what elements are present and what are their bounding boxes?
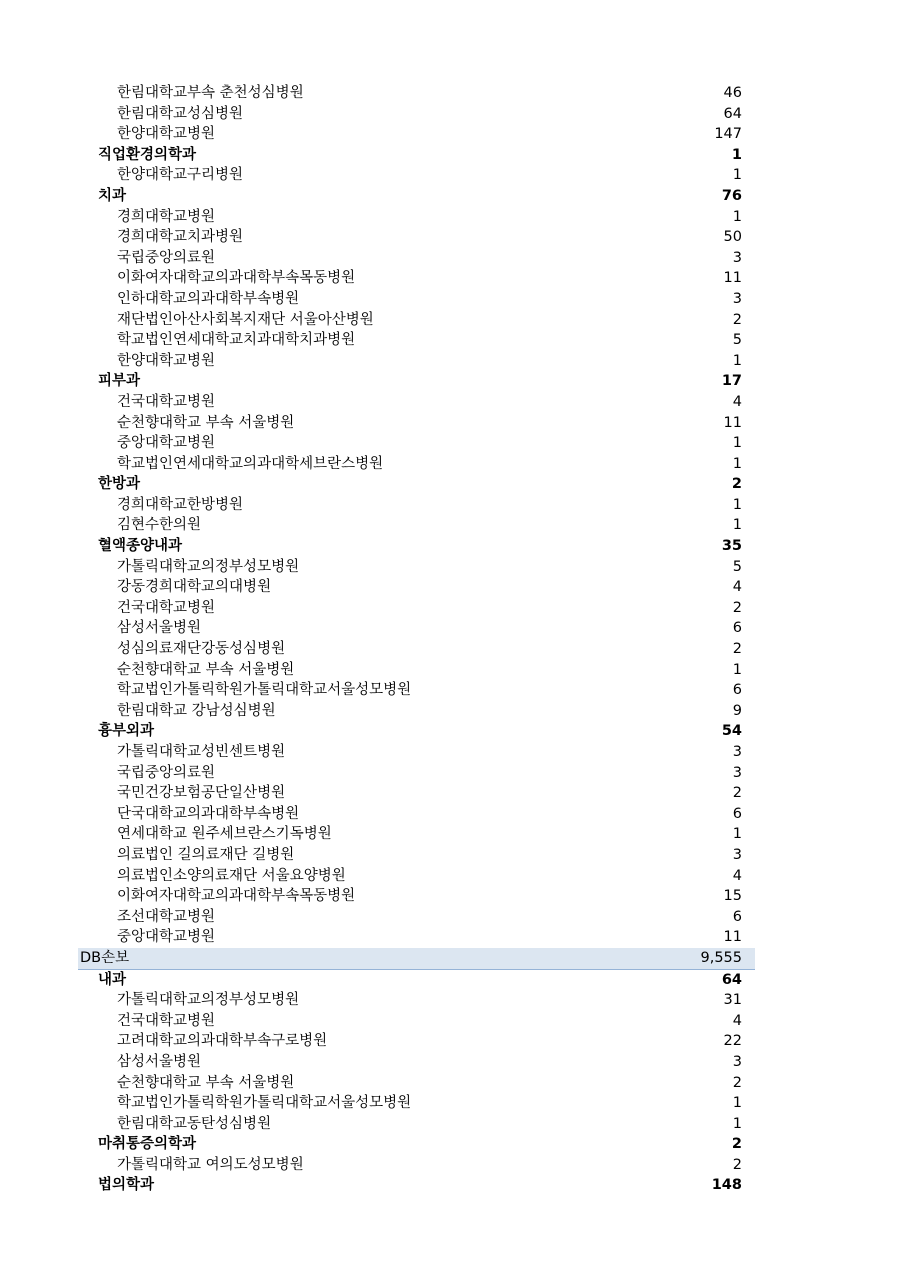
row-count: 2 [731,1136,742,1153]
row-count: 9 [732,702,742,719]
row-label: DB손보 [80,949,130,966]
row-count: 2 [732,785,742,802]
row-label: 강동경희대학교의대병원 [117,579,272,596]
hospital-row [0,207,900,228]
hospital-row [0,783,900,804]
hospital-row [0,1073,900,1094]
row-label: 이화여자대학교의과대학부속목동병원 [117,270,356,287]
row-count: 1 [731,146,742,163]
row-count: 1 [732,352,742,369]
row-label: 국민건강보험공단일산병원 [117,785,286,802]
hospital-row [0,845,900,866]
hospital-row [0,392,900,413]
row-count: 4 [732,579,742,596]
hospital-row [0,886,900,907]
row-label: 법의학과 [98,1177,155,1194]
row-count: 1 [732,208,742,225]
row-count: 147 [714,126,742,143]
row-count: 4 [732,1012,742,1029]
row-label: 중앙대학교병원 [117,435,216,452]
row-count: 76 [721,187,742,204]
row-label: 경희대학교치과병원 [117,229,244,246]
row-label: 학교법인연세대학교의과대학세브란스병원 [117,455,384,472]
row-label: 순천향대학교 부속 서울병원 [117,414,295,431]
row-count: 1 [732,455,742,472]
row-label: 피부과 [98,373,141,390]
row-label: 순천향대학교 부속 서울병원 [117,1074,295,1091]
row-label: 건국대학교병원 [117,1012,216,1029]
row-count: 1 [732,1115,742,1132]
row-count: 15 [723,888,742,905]
hospital-row [0,330,900,351]
row-count: 148 [711,1177,742,1194]
row-count: 6 [732,682,742,699]
hospital-row [0,165,900,186]
department-row [0,145,900,166]
row-count: 11 [723,270,742,287]
hospital-row [0,660,900,681]
row-count: 64 [723,105,742,122]
row-count: 22 [723,1033,742,1050]
row-count: 11 [723,929,742,946]
hospital-row [0,248,900,269]
department-row [0,536,900,557]
department-row [0,1134,900,1155]
department-row [0,371,900,392]
row-label: 김현수한의원 [117,517,202,534]
hospital-row [0,1114,900,1135]
hospital-row [0,557,900,578]
row-count: 1 [732,1095,742,1112]
hospital-row [0,927,900,948]
row-label: 의료법인소양의료재단 서울요양병원 [117,867,346,884]
row-label: 학교법인연세대학교치과대학치과병원 [117,332,356,349]
row-count: 5 [732,558,742,575]
row-count: 3 [732,744,742,760]
row-count: 1 [732,661,742,678]
row-label: 가톨릭대학교의정부성모병원 [117,992,300,1009]
row-label: 단국대학교의과대학부속병원 [117,805,300,822]
hospital-row [0,124,900,145]
row-count: 3 [732,290,742,307]
row-label: 학교법인가톨릭학원가톨릭대학교서울성모병원 [117,682,412,699]
row-count: 3 [732,846,742,863]
row-count: 3 [732,1053,742,1070]
row-count: 1 [732,435,742,452]
row-count: 31 [723,992,742,1009]
hospital-row [0,1093,900,1114]
row-label: 의료법인 길의료재단 길병원 [117,846,295,863]
department-row [0,186,900,207]
hospital-row [0,310,900,331]
row-label: 연세대학교 원주세브란스기독병원 [117,826,332,843]
row-count: 6 [732,620,742,637]
row-count: 1 [732,826,742,843]
hospital-row [0,866,900,887]
row-label: 직업환경의학과 [98,146,197,163]
hospital-row [0,990,900,1011]
row-label: 경희대학교병원 [117,208,216,225]
row-count: 4 [732,393,742,410]
row-count: 9,555 [700,949,742,966]
row-count: 64 [721,971,742,988]
row-count: 50 [723,229,742,246]
row-count: 2 [732,1074,742,1091]
hospital-row [0,495,900,516]
row-label: 가톨릭대학교의정부성모병원 [117,558,300,575]
row-label: 국립중앙의료원 [117,764,216,781]
row-label: 이화여자대학교의과대학부속목동병원 [117,888,356,905]
group-row [78,948,755,970]
row-count: 35 [721,538,742,555]
hospital-row [0,824,900,845]
row-label: 고려대학교의과대학부속구로병원 [117,1033,328,1050]
row-count: 11 [723,414,742,431]
row-label: 한림대학교부속 춘천성심병원 [117,85,304,101]
hospital-row [0,907,900,928]
row-label: 한양대학교병원 [117,352,216,369]
hospital-row [0,742,900,763]
hospital-row [0,763,900,784]
row-label: 삼성서울병원 [117,1053,202,1070]
hospital-row [0,104,900,125]
row-count: 46 [723,85,742,101]
hospital-row [0,701,900,722]
row-count: 1 [732,167,742,184]
row-label: 치과 [98,187,127,204]
hospital-row [0,433,900,454]
row-label: 가톨릭대학교 여의도성모병원 [117,1156,304,1173]
row-count: 2 [732,641,742,658]
row-count: 4 [732,867,742,884]
hospital-row [0,577,900,598]
row-count: 2 [732,311,742,328]
row-label: 건국대학교병원 [117,393,216,410]
row-label: 경희대학교한방병원 [117,496,244,513]
hospital-row [0,804,900,825]
row-label: 한방과 [98,476,141,493]
row-count: 1 [732,517,742,534]
hospital-row [0,83,900,104]
row-label: 삼성서울병원 [117,620,202,637]
row-label: 가톨릭대학교성빈센트병원 [117,744,286,760]
row-count: 3 [732,249,742,266]
row-count: 2 [732,1156,742,1173]
row-label: 한양대학교병원 [117,126,216,143]
row-label: 건국대학교병원 [117,599,216,616]
row-count: 2 [731,476,742,493]
hospital-row [0,1011,900,1032]
row-count: 17 [721,373,742,390]
row-label: 국립중앙의료원 [117,249,216,266]
department-row [0,474,900,495]
hospital-row [0,680,900,701]
department-row [0,970,900,991]
department-row [0,721,900,742]
hospital-row [0,618,900,639]
row-label: 흉부외과 [98,723,155,740]
row-label: 혈액종양내과 [98,538,183,555]
row-label: 한림대학교동탄성심병원 [117,1115,272,1132]
hospital-row [0,289,900,310]
hospital-row [0,454,900,475]
row-label: 학교법인가톨릭학원가톨릭대학교서울성모병원 [117,1095,412,1112]
pivot-table [0,83,900,1196]
hospital-row [0,598,900,619]
row-count: 54 [721,723,742,740]
hospital-row [0,1031,900,1052]
hospital-row [0,268,900,289]
row-count: 3 [732,764,742,781]
row-count: 6 [732,805,742,822]
hospital-row [0,227,900,248]
row-count: 2 [732,599,742,616]
row-label: 한양대학교구리병원 [117,167,244,184]
row-label: 중앙대학교병원 [117,929,216,946]
hospital-row [0,413,900,434]
hospital-row [0,515,900,536]
row-label: 재단법인아산사회복지재단 서울아산병원 [117,311,374,328]
row-label: 한림대학교 강남성심병원 [117,702,276,719]
row-label: 성심의료재단강동성심병원 [117,641,286,658]
row-label: 조선대학교병원 [117,908,216,925]
row-label: 내과 [98,971,127,988]
department-row [0,1175,900,1196]
row-label: 인하대학교의과대학부속병원 [117,290,300,307]
row-label: 마취통증의학과 [98,1136,197,1153]
row-count: 5 [732,332,742,349]
hospital-row [0,1155,900,1176]
hospital-row [0,1052,900,1073]
row-label: 한림대학교성심병원 [117,105,244,122]
row-count: 6 [732,908,742,925]
row-label: 순천향대학교 부속 서울병원 [117,661,295,678]
hospital-row [0,351,900,372]
hospital-row [0,639,900,660]
row-count: 1 [732,496,742,513]
